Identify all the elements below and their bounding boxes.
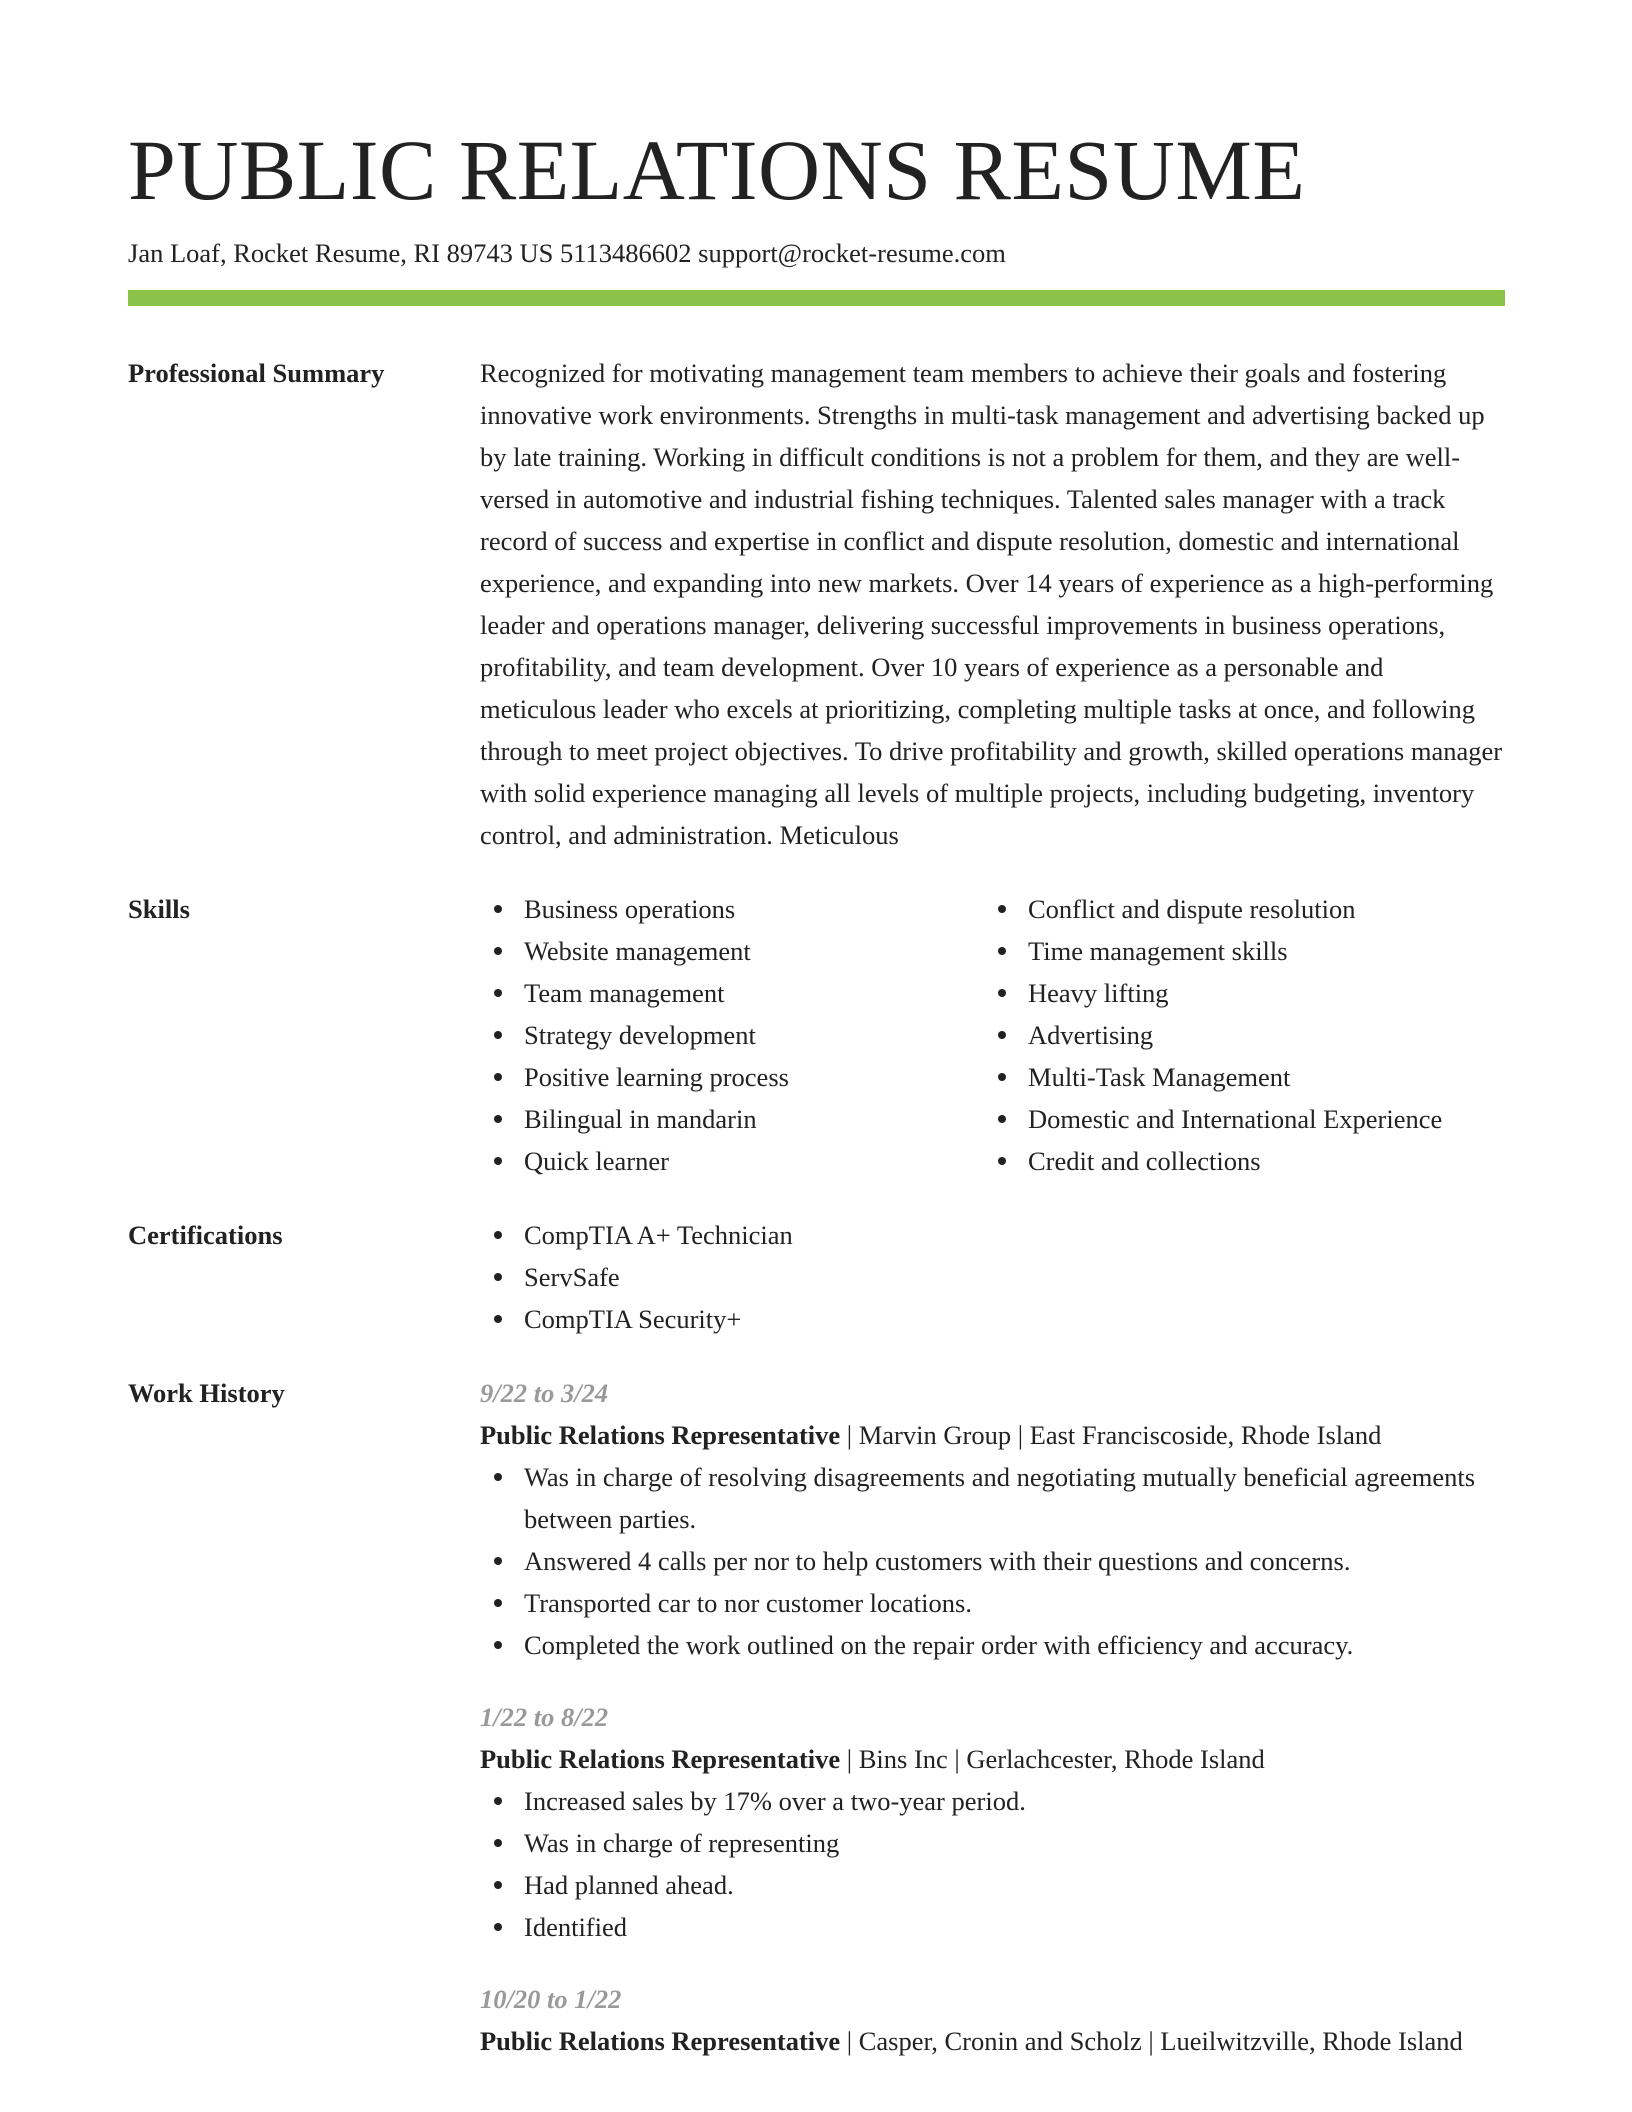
certification-item: CompTIA A+ Technician (480, 1214, 1505, 1256)
section-label: Skills (128, 894, 190, 924)
job-bullets (480, 1456, 1505, 1666)
job-entry (480, 1372, 1505, 1666)
section-body (480, 1372, 1505, 2062)
section-label: Work History (128, 1378, 285, 1408)
job-details: | Marvin Group | East Franciscoside, Rhode Island (840, 1420, 1382, 1450)
job-bullet: Was in charge of resolving disagreements and negotiating mutually beneficial agreements between parties. (480, 1456, 1505, 1540)
job-dates: 9/22 to 3/24 (480, 1378, 609, 1408)
job-dates: 1/22 to 8/22 (480, 1702, 609, 1732)
certification-item: CompTIA Security+ (480, 1298, 1505, 1340)
job-title: Public Relations Representative (480, 2026, 841, 2056)
accent-divider (128, 290, 1505, 306)
section-certifications (128, 1214, 1505, 1340)
skill-item: Domestic and International Experience (984, 1098, 1505, 1140)
job-heading (480, 2020, 1505, 2062)
skill-item: Business operations (480, 888, 984, 930)
skill-item: Strategy development (480, 1014, 984, 1056)
skills-list-left (480, 888, 984, 1182)
skill-item: Quick learner (480, 1140, 984, 1182)
summary-text: Recognized for motivating management team members to achieve their goals and fostering innovative work environments. Strengths in multi-task management and advertising backed up by late training. Working in difficult conditions is not a problem for them, and they are well-versed in automotive and industrial fishing techniques. Talented sales manager with a track record of success and expertise in conflict and dispute resolution, domestic and international experience, and expanding into new markets. Over 14 years of experience as a high-performing leader and operations manager, delivering successful improvements in business operations, profitability, and team development. Over 10 years of experience as a personable and meticulous leader who excels at prioritizing, completing multiple tasks at once, and following through to meet project objectives. To drive profitability and growth, skilled operations manager with solid experience managing all levels of multiple projects, including budgeting, inventory control, and administration. Meticulous (480, 358, 1503, 850)
section-professional-summary (128, 352, 1505, 856)
job-heading (480, 1414, 1505, 1456)
job-bullet: Answered 4 calls per nor to help customers with their questions and concerns. (480, 1540, 1505, 1582)
skill-item: Credit and collections (984, 1140, 1505, 1182)
certification-item: ServSafe (480, 1256, 1505, 1298)
job-entry (480, 1696, 1505, 1948)
skill-item: Bilingual in mandarin (480, 1098, 984, 1140)
skill-item: Website management (480, 930, 984, 972)
job-bullet: Was in charge of representing (480, 1822, 1505, 1864)
job-heading (480, 1738, 1505, 1780)
skills-columns (480, 888, 1505, 1182)
job-bullets (480, 1780, 1505, 1948)
job-title: Public Relations Representative (480, 1420, 841, 1450)
job-bullet: Completed the work outlined on the repair order with efficiency and accuracy. (480, 1624, 1505, 1666)
skill-item: Team management (480, 972, 984, 1014)
resume-page (128, 0, 1505, 2062)
certifications-list (480, 1214, 1505, 1340)
job-bullet: Had planned ahead. (480, 1864, 1505, 1906)
section-work-history (128, 1372, 1505, 2062)
skill-item: Multi-Task Management (984, 1056, 1505, 1098)
job-entry (480, 1978, 1505, 2062)
skill-item: Time management skills (984, 930, 1505, 972)
job-bullet: Increased sales by 17% over a two-year period. (480, 1780, 1505, 1822)
skill-item: Heavy lifting (984, 972, 1505, 1014)
job-title: Public Relations Representative (480, 1744, 841, 1774)
job-details: | Casper, Cronin and Scholz | Lueilwitzville, Rhode Island (840, 2026, 1463, 2056)
section-skills (128, 888, 1505, 1182)
resume-title: PUBLIC RELATIONS RESUME (128, 122, 1306, 218)
skills-list-right (984, 888, 1505, 1182)
skill-item: Advertising (984, 1014, 1505, 1056)
section-label: Certifications (128, 1220, 283, 1250)
job-details: | Bins Inc | Gerlachcester, Rhode Island (840, 1744, 1265, 1774)
section-body (480, 352, 1505, 856)
contact-line: Jan Loaf, Rocket Resume, RI 89743 US 5113486602 support@rocket-resume.com (128, 238, 1006, 268)
skill-item: Conflict and dispute resolution (984, 888, 1505, 930)
skill-item: Positive learning process (480, 1056, 984, 1098)
job-bullet: Transported car to nor customer locations. (480, 1582, 1505, 1624)
job-dates: 10/20 to 1/22 (480, 1984, 622, 2014)
job-bullet: Identified (480, 1906, 1505, 1948)
section-body (480, 1214, 1505, 1340)
section-label: Professional Summary (128, 358, 385, 388)
